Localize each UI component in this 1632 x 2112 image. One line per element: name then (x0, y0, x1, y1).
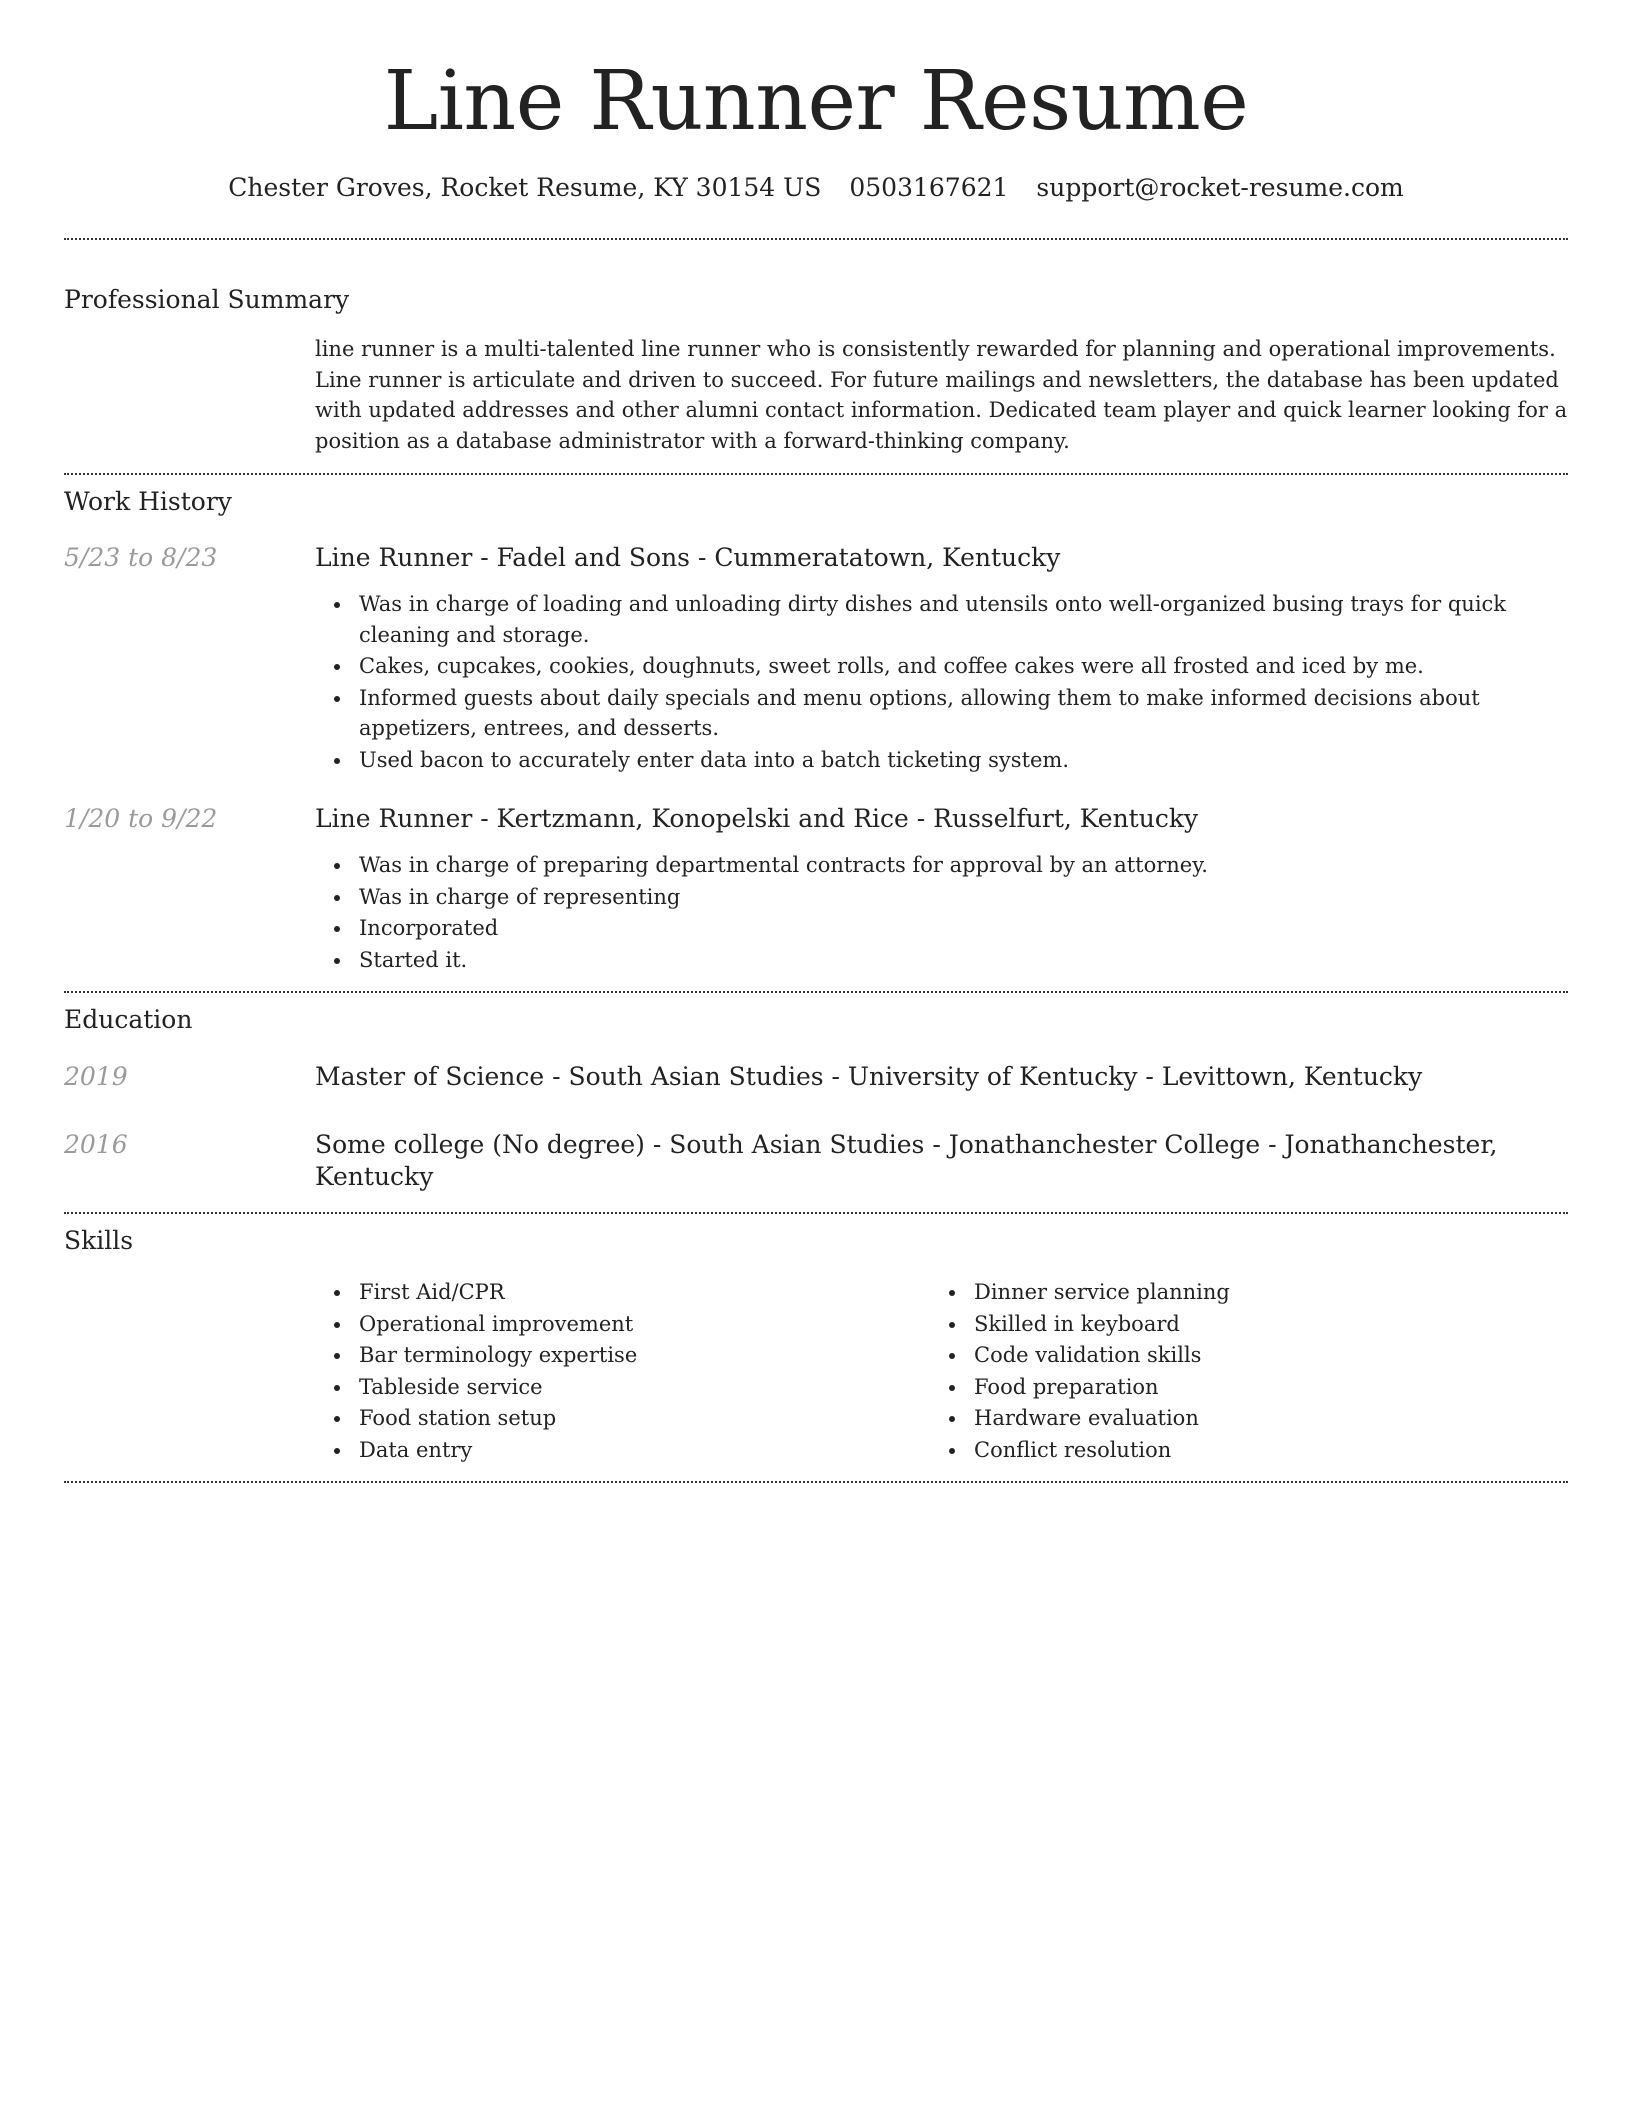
contact-email: support@rocket-resume.com (1036, 173, 1404, 202)
summary-heading: Professional Summary (64, 285, 350, 314)
job-bullet: Cakes, cupcakes, cookies, doughnuts, sweet rolls, and coffee cakes were all frosted and iced by me. (359, 651, 1568, 682)
job-entry (64, 803, 1568, 975)
job-title: Line Runner - Kertzmann, Konopelski and Rice - Russelfurt, Kentucky (315, 804, 1199, 833)
skill-item: Hardware evaluation (974, 1403, 1545, 1434)
contact-address: Chester Groves, Rocket Resume, KY 30154 US (228, 173, 822, 202)
job-dates: 1/20 to 9/22 (64, 804, 218, 833)
skills-section (64, 1225, 1568, 1465)
job-bullets (315, 850, 1568, 975)
summary-row (64, 334, 1568, 456)
skill-item: Tableside service (359, 1372, 930, 1403)
education-heading: Education (64, 1005, 193, 1034)
job-bullet: Informed guests about daily specials and menu options, allowing them to make informed decisions about appetizers, entrees, and desserts. (359, 683, 1568, 744)
education-details (315, 1061, 1568, 1093)
work-heading: Work History (64, 487, 232, 516)
skill-item: Food preparation (974, 1372, 1545, 1403)
work-divider (64, 991, 1568, 993)
resume-title: Line Runner Resume (383, 54, 1249, 149)
contact-line (64, 172, 1568, 204)
skill-item: Bar terminology expertise (359, 1340, 930, 1371)
header-divider (64, 238, 1568, 240)
job-bullet: Was in charge of representing (359, 882, 1568, 913)
skills-column-left (315, 1277, 930, 1465)
summary-section (64, 284, 1568, 456)
contact-phone: 0503167621 (849, 173, 1009, 202)
job-details (315, 803, 1568, 975)
job-title: Line Runner - Fadel and Sons - Cummeratatown, Kentucky (315, 543, 1061, 572)
skill-item: Operational improvement (359, 1309, 930, 1340)
education-text: Some college (No degree) - South Asian Studies - Jonathanchester College - Jonathanchester, Kentucky (315, 1130, 1498, 1191)
resume-page (64, 0, 1568, 1483)
job-bullet: Was in charge of loading and unloading dirty dishes and utensils onto well-organized busing trays for quick cleaning and storage. (359, 589, 1568, 650)
education-year: 2019 (64, 1062, 128, 1091)
skills-column-right (930, 1277, 1545, 1465)
summary-divider (64, 473, 1568, 475)
skill-item: Conflict resolution (974, 1435, 1545, 1466)
education-entry (64, 1061, 1568, 1093)
job-bullets (315, 589, 1568, 775)
education-year: 2016 (64, 1130, 128, 1159)
skills-list (315, 1277, 930, 1465)
skill-item: First Aid/CPR (359, 1277, 930, 1308)
skill-item: Food station setup (359, 1403, 930, 1434)
skills-list (930, 1277, 1545, 1465)
job-bullet: Started it. (359, 945, 1568, 976)
education-text: Master of Science - South Asian Studies - University of Kentucky - Levittown, Kentucky (315, 1062, 1423, 1091)
job-bullet: Was in charge of preparing departmental contracts for approval by an attorney. (359, 850, 1568, 881)
job-bullet: Incorporated (359, 913, 1568, 944)
skills-divider (64, 1481, 1568, 1483)
summary-text: line runner is a multi-talented line runner who is consistently rewarded for planning and operational improvements. Line runner is articulate and driven to succeed. For future mailings and newsletters, the database has been updated with updated addresses and other alumni contact information. Dedicated team player and quick learner looking for a position as a database administrator with a forward-thinking company. (315, 337, 1568, 453)
education-section (64, 1004, 1568, 1193)
skills-grid (315, 1277, 1568, 1465)
job-dates: 5/23 to 8/23 (64, 543, 218, 572)
skill-item: Dinner service planning (974, 1277, 1545, 1308)
skill-item: Code validation skills (974, 1340, 1545, 1371)
skills-heading: Skills (64, 1226, 134, 1255)
job-entry (64, 542, 1568, 775)
summary-content (315, 334, 1568, 456)
skill-item: Data entry (359, 1435, 930, 1466)
education-divider (64, 1212, 1568, 1214)
education-details (315, 1129, 1568, 1193)
skill-item: Skilled in keyboard (974, 1309, 1545, 1340)
job-details (315, 542, 1568, 775)
education-entry (64, 1129, 1568, 1193)
skills-row (64, 1277, 1568, 1465)
work-section (64, 486, 1568, 975)
job-bullet: Used bacon to accurately enter data into a batch ticketing system. (359, 745, 1568, 776)
